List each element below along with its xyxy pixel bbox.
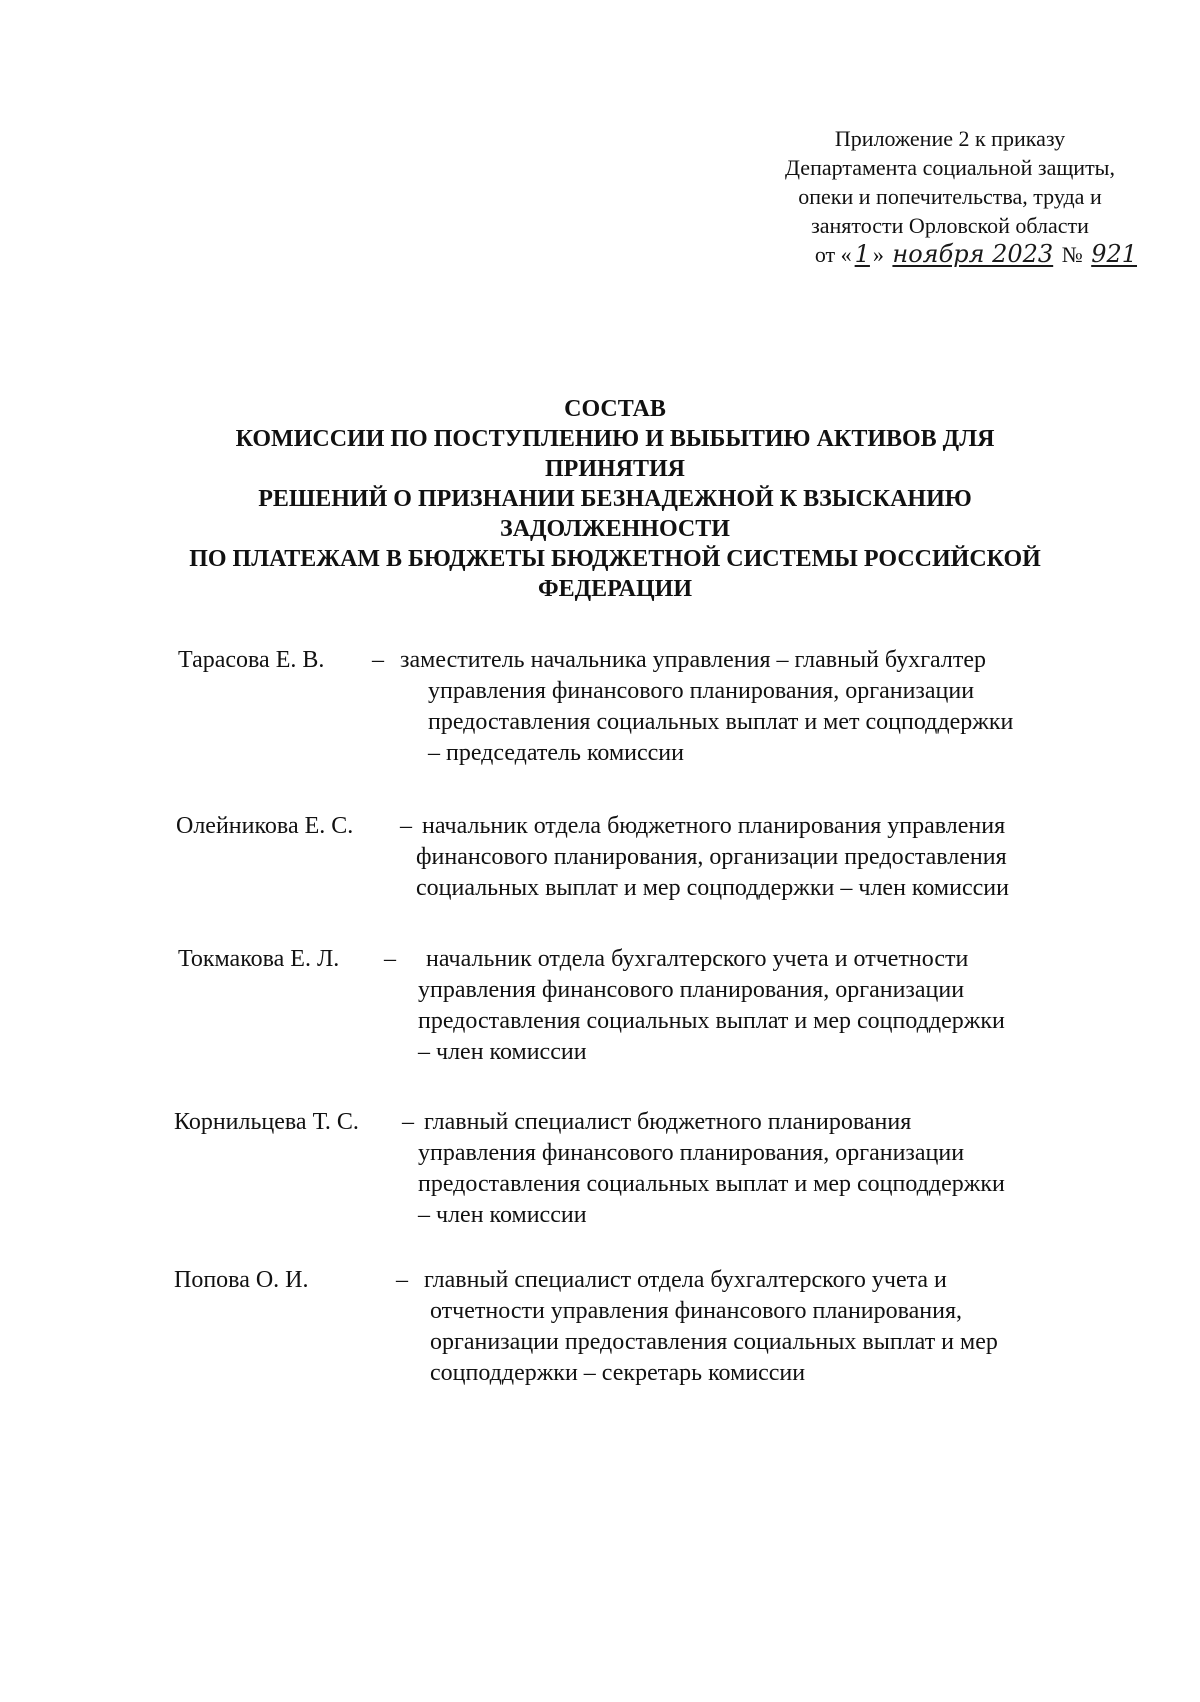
member-role-continuation — [418, 1138, 1130, 1231]
order-number-handwritten: 921 — [1091, 240, 1137, 268]
title-line-6: ПО ПЛАТЕЖАМ В БЮДЖЕТЫ БЮДЖЕТНОЙ СИСТЕМЫ РОССИЙСКОЙ — [189, 546, 1041, 572]
member-role-line-2: финансового планирования, организации предоставления — [416, 844, 1007, 870]
date-day-handwritten: 1 — [854, 240, 870, 268]
member-role-line-1: начальник отдела бухгалтерского учета и отчетности — [426, 946, 969, 972]
date-mid: » — [872, 242, 884, 267]
member-role-line-1: главный специалист бюджетного планирования — [424, 1109, 912, 1135]
member-role-line-2 — [428, 676, 1128, 707]
member-name: Корнильцева Т. С. — [174, 1109, 359, 1135]
member-role-line-4: соцподдержки – секретарь комиссии — [430, 1360, 806, 1386]
appendix-line-1: Приложение 2 к приказу — [834, 126, 1066, 151]
title-line-4: РЕШЕНИЙ О ПРИЗНАНИИ БЕЗНАДЕЖНОЙ К ВЗЫСКАНИЮ — [258, 486, 972, 512]
member-name: Попова О. И. — [174, 1267, 309, 1293]
appendix-block — [750, 124, 1150, 269]
member-role-continuation — [416, 842, 1128, 904]
member-dash: – — [400, 813, 412, 839]
title-line-3: ПРИНЯТИЯ — [544, 456, 685, 482]
number-label: № — [1061, 242, 1083, 267]
member-role-continuation — [430, 1296, 1130, 1389]
member-name: Тарасова Е. В. — [178, 647, 325, 673]
appendix-line-4: занятости Орловской области — [811, 213, 1089, 238]
member-name: Токмакова Е. Л. — [178, 946, 340, 972]
order-date-line — [750, 240, 1150, 269]
member-role-line-1: главный специалист отдела бухгалтерского учета и — [424, 1267, 947, 1293]
member-role-line-4: – председатель комиссии — [428, 740, 684, 766]
title-line-5: ЗАДОЛЖЕННОСТИ — [500, 516, 730, 542]
member-role-line-4: – член комиссии — [418, 1202, 587, 1228]
member-role-line-2: отчетности управления финансового планирования, — [430, 1298, 963, 1324]
date-month-year-handwritten: ноября 2023 — [892, 240, 1054, 268]
member-role-line-1: заместитель начальника управления – главный бухгалтер — [400, 647, 987, 673]
member-dash: – — [396, 1267, 408, 1293]
member-role-line-3: социальных выплат и мер соцподдержки – член комиссии — [416, 875, 1009, 901]
member-dash: – — [402, 1109, 414, 1135]
title-line-1: СОСТАВ — [564, 396, 666, 422]
appendix-line-2: Департамента социальной защиты, — [785, 155, 1115, 180]
member-role-line-2: управления финансового планирования, организации — [418, 977, 965, 1003]
member-role-text: управления финансового планирования, организации — [428, 678, 975, 704]
member-role-line-3: предоставления социальных выплат и мер соцподдержки — [418, 1008, 1005, 1034]
date-prefix: от « — [814, 242, 852, 267]
document-title — [150, 394, 1080, 604]
title-line-7: ФЕДЕРАЦИИ — [537, 576, 693, 602]
member-role-line-3: предоставления социальных выплат и мер соцподдержки — [418, 1171, 1005, 1197]
member-role-line-4: – член комиссии — [418, 1039, 587, 1065]
title-line-2: КОМИССИИ ПО ПОСТУПЛЕНИЮ И ВЫБЫТИЮ АКТИВОВ ДЛЯ — [235, 426, 995, 452]
member-role-line-1: начальник отдела бюджетного планирования управления — [422, 813, 1006, 839]
appendix-line-3: опеки и попечительства, труда и — [798, 184, 1102, 209]
member-dash: – — [372, 647, 384, 673]
member-role-line-3: предоставления социальных выплат и мет соцподдержки — [428, 709, 1014, 735]
member-role-line-3: организации предоставления социальных выплат и мер — [430, 1329, 998, 1355]
member-role-continuation — [428, 676, 1128, 769]
member-role-continuation — [418, 975, 1130, 1068]
member-dash: – — [384, 946, 396, 972]
member-name: Олейникова Е. С. — [176, 813, 354, 839]
member-role-line-2: управления финансового планирования, организации — [418, 1140, 965, 1166]
